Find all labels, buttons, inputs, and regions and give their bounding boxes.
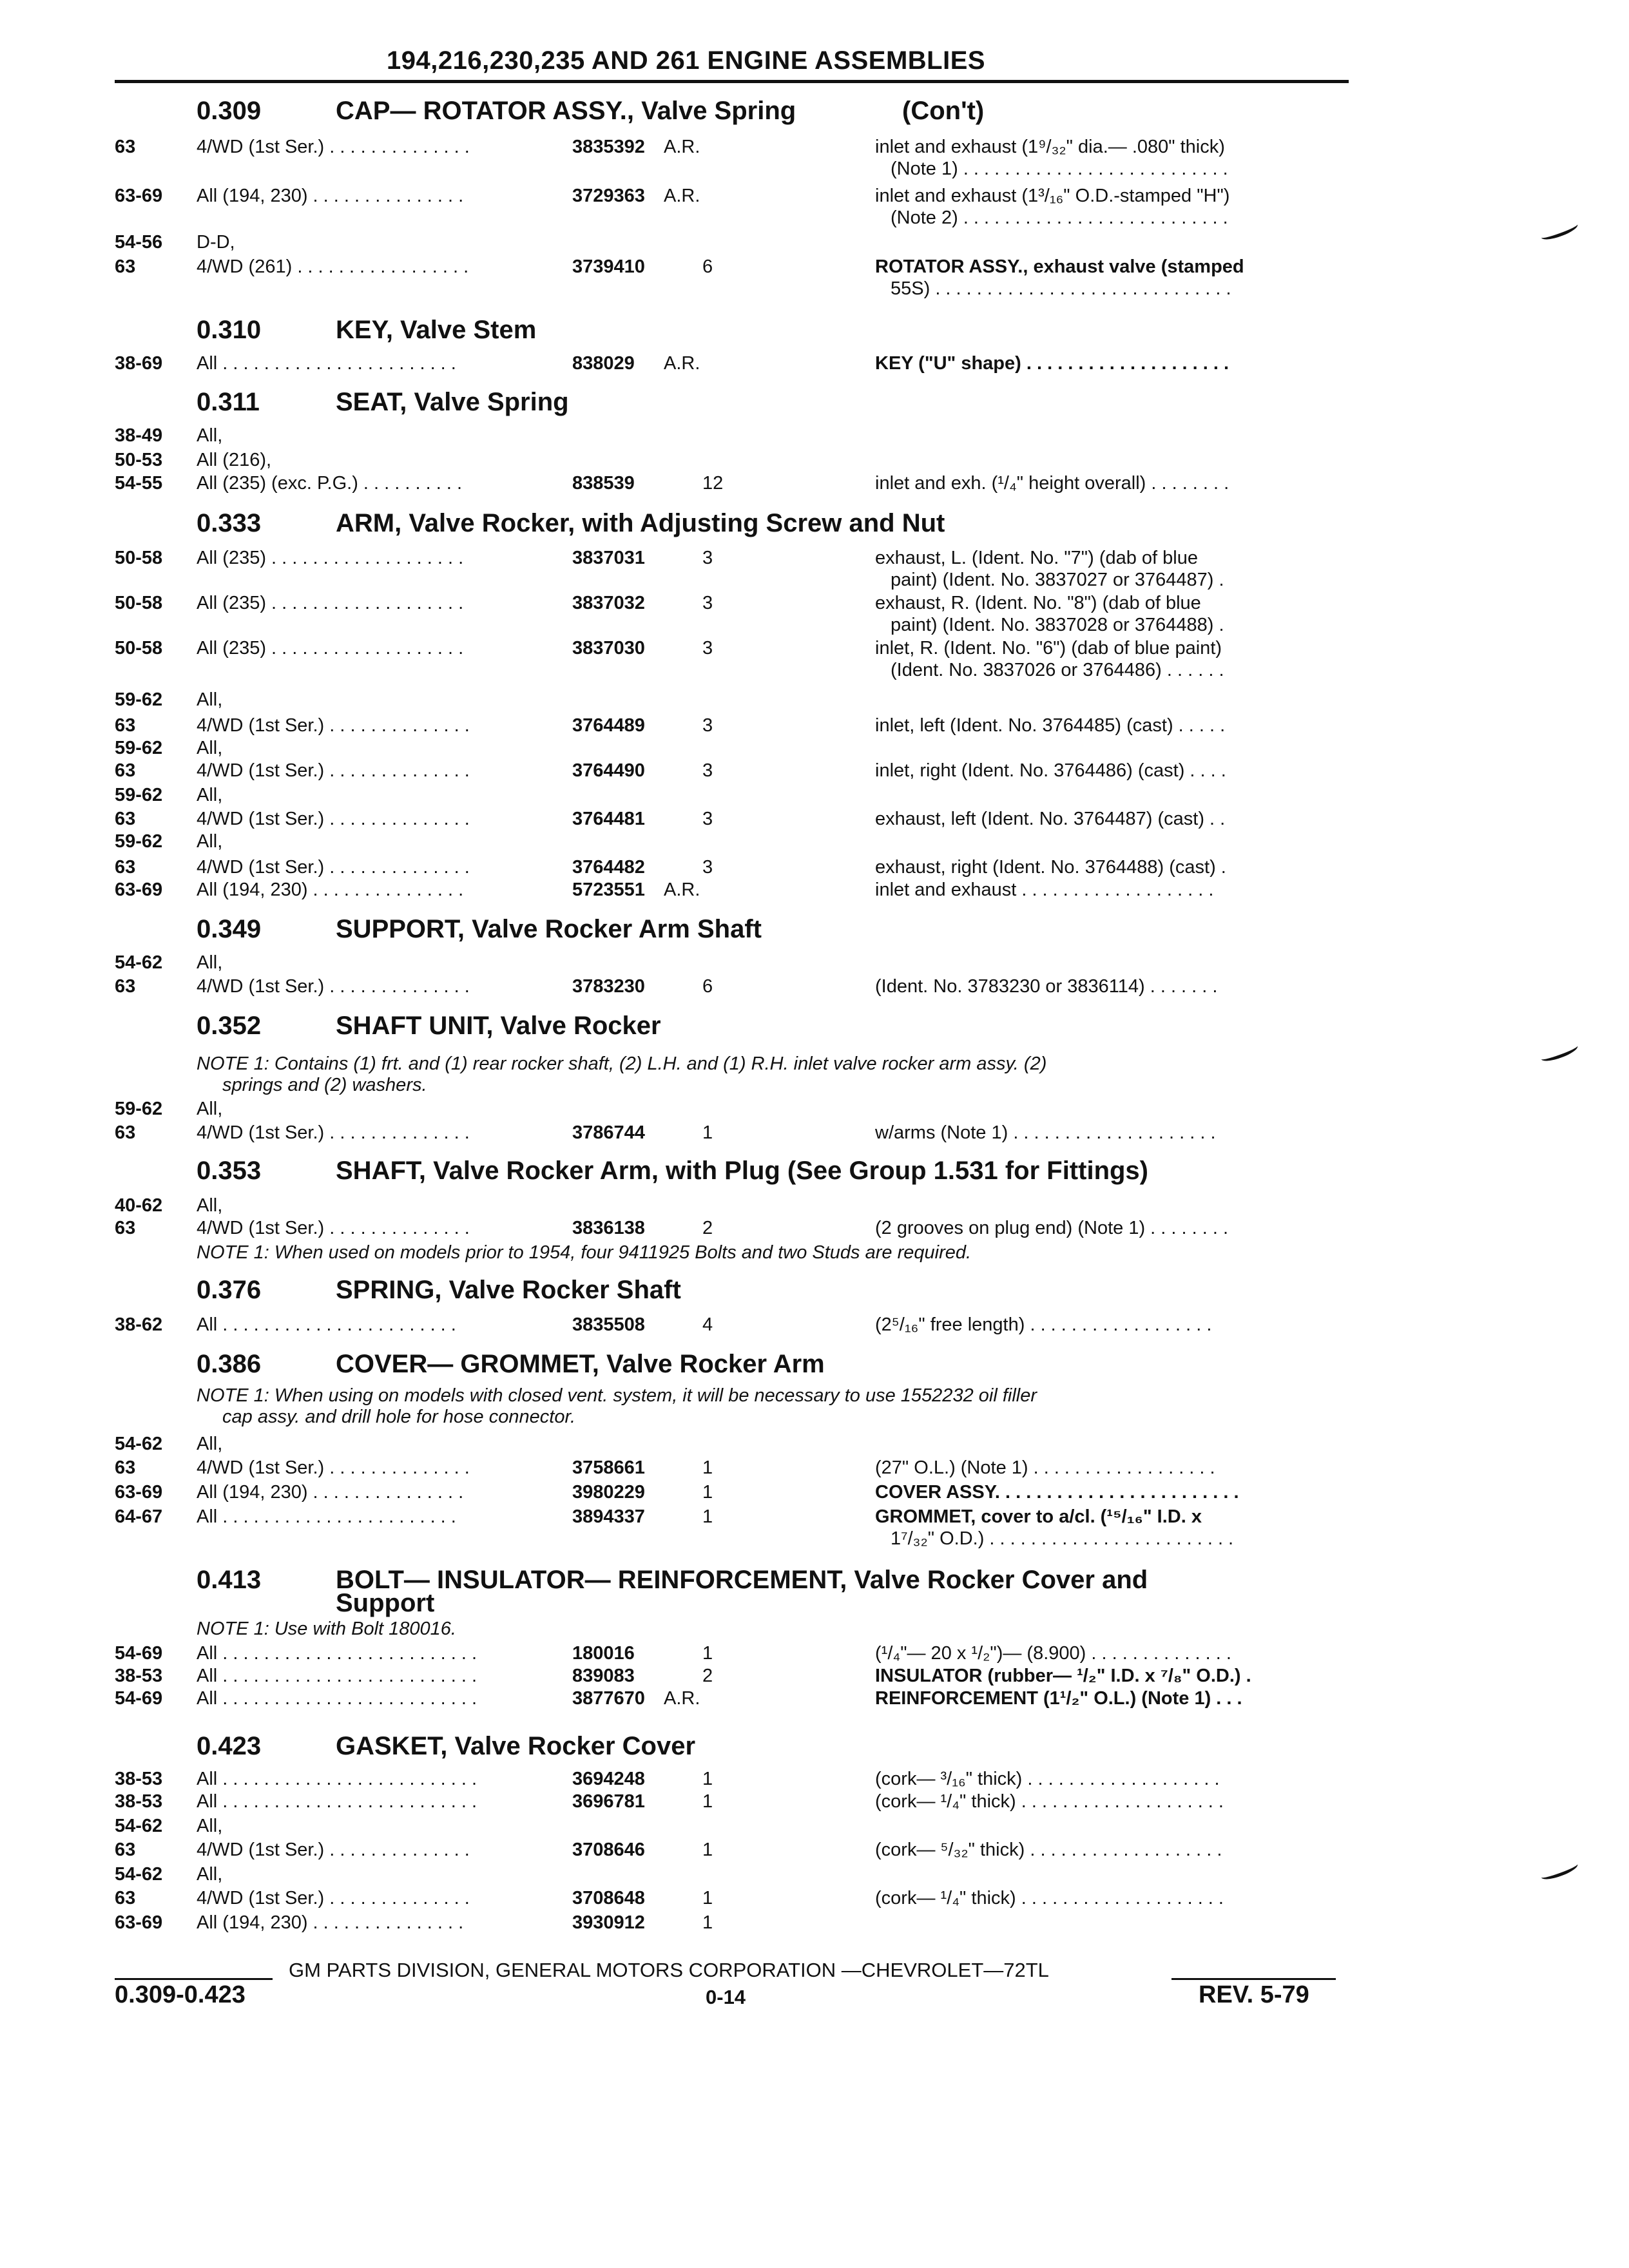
row-quantity: 1 [702,1912,713,1933]
row-description: (27" O.L.) (Note 1) . . . . . . . . . . . . . . . . . . [875,1457,1215,1478]
row-description: (cork— ¹/₄" thick) . . . . . . . . . . . . . . . . . . . . [875,1888,1224,1908]
row-part-number: 3930912 [572,1912,645,1933]
row-years: 54-69 [115,1643,163,1664]
footer-range: 0.309-0.423 [115,1981,246,2008]
row-model: All, [197,1195,223,1216]
row-description: inlet and exh. (¹/₄" height overall) . . . . . . . . [875,473,1229,494]
row-part-number: 3894337 [572,1506,645,1527]
footer-rule-left [115,1978,273,1980]
row-model: All, [197,1864,223,1885]
margin-mark [1539,1859,1579,1882]
row-years: 63 [115,809,136,829]
row-description: inlet, right (Ident. No. 3764486) (cast) . . . . [875,760,1226,781]
row-years: 59-62 [115,738,163,758]
row-model: All (235) . . . . . . . . . . . . . . . . . . . [197,638,464,658]
row-description: exhaust, left (Ident. No. 3764487) (cast) . . [875,809,1226,829]
row-years: 54-56 [115,232,163,253]
row-description: (cork— ¹/₄" thick) . . . . . . . . . . . . . . . . . . . . [875,1791,1224,1812]
note-line: NOTE 1: When used on models prior to 1954, four 9411925 Bolts and two Studs are required. [197,1242,972,1263]
row-description: INSULATOR (rubber— ¹/₂" I.D. x ⁷/₈" O.D.) . [875,1666,1251,1686]
row-description: KEY ("U" shape) . . . . . . . . . . . . . . . . . . . . [875,353,1229,374]
row-part-number: 839083 [572,1666,635,1686]
row-part-number: 3783230 [572,976,645,997]
row-years: 59-62 [115,689,163,710]
row-model: All, [197,689,223,710]
row-years: 54-62 [115,952,163,973]
row-part-number: 3708648 [572,1888,645,1908]
row-years: 63 [115,1218,136,1238]
row-quantity: 6 [702,976,713,997]
row-model: All, [197,785,223,805]
row-part-number: 3729363 [572,186,645,206]
row-model: D-D, [197,232,235,253]
row-part-number: 3764489 [572,715,645,736]
section-number: 0.333 [197,509,262,537]
row-part-number: 3739410 [572,256,645,277]
row-quantity: 3 [702,809,713,829]
row-years: 50-58 [115,638,163,658]
row-model: All . . . . . . . . . . . . . . . . . . . . . . . . . [197,1666,477,1686]
row-years: 63 [115,1840,136,1860]
row-years: 63 [115,1888,136,1908]
row-years: 59-62 [115,831,163,852]
row-years: 63 [115,1122,136,1143]
row-years: 54-62 [115,1434,163,1454]
row-model: All, [197,425,223,446]
section-number: 0.423 [197,1732,262,1760]
row-years: 38-53 [115,1666,163,1686]
row-model: All, [197,1099,223,1119]
row-quantity: 1 [702,1506,713,1527]
row-years: 63 [115,976,136,997]
row-years: 59-62 [115,785,163,805]
row-description: ROTATOR ASSY., exhaust valve (stamped [875,256,1244,277]
row-description: exhaust, R. (Ident. No. "8") (dab of blue [875,593,1201,613]
row-model: All (235) (exc. P.G.) . . . . . . . . . . [197,473,463,494]
row-part-number: 838029 [572,353,635,374]
row-part-number: 3694248 [572,1769,645,1789]
row-years: 63 [115,137,136,157]
row-description-cont: 55S) . . . . . . . . . . . . . . . . . . . . . . . . . . . . . [891,278,1231,299]
row-model: All, [197,831,223,852]
note-0353 [197,1242,971,1264]
row-years: 59-62 [115,1099,163,1119]
row-years: 63 [115,256,136,277]
section-title: BOLT— INSULATOR— REINFORCEMENT, Valve Rocker Cover and [336,1566,1148,1594]
row-quantity: 1 [702,1888,713,1908]
row-quantity: A.R. [664,186,700,206]
row-model: 4/WD (1st Ser.) . . . . . . . . . . . . . . [197,1218,470,1238]
row-quantity: 1 [702,1769,713,1789]
row-model: All (235) . . . . . . . . . . . . . . . . . . . [197,548,464,568]
row-quantity: 1 [702,1840,713,1860]
row-years: 38-69 [115,353,163,374]
row-years: 54-55 [115,473,163,494]
row-quantity: 4 [702,1314,713,1335]
row-quantity: 12 [702,473,724,494]
row-years: 63-69 [115,1482,163,1503]
row-description: (Ident. No. 3783230 or 3836114) . . . . . . . [875,976,1218,997]
section-number: 0.353 [197,1157,262,1185]
section-number: 0.309 [197,97,262,125]
row-years: 38-53 [115,1769,163,1789]
page-number: 0-14 [706,1986,746,2008]
note-line: cap assy. and drill hole for hose connector. [222,1407,576,1427]
row-model: All . . . . . . . . . . . . . . . . . . . . . . . . . [197,1791,477,1812]
row-model: 4/WD (1st Ser.) . . . . . . . . . . . . . . [197,857,470,878]
row-part-number: 838539 [572,473,635,494]
row-model: 4/WD (1st Ser.) . . . . . . . . . . . . . . [197,137,470,157]
row-model: All, [197,738,223,758]
section-title: SEAT, Valve Spring [336,388,569,416]
row-years: 63-69 [115,879,163,900]
row-years: 38-49 [115,425,163,446]
section-number: 0.352 [197,1012,262,1040]
section-number: 0.413 [197,1566,262,1594]
note-line: springs and (2) washers. [222,1075,427,1095]
row-quantity: 2 [702,1666,713,1686]
note-line: NOTE 1: Contains (1) frt. and (1) rear rocker shaft, (2) L.H. and (1) R.H. inlet valve rocker arm assy. (2) [197,1053,1047,1074]
row-quantity: 1 [702,1791,713,1812]
page-title: 194,216,230,235 AND 261 ENGINE ASSEMBLIES [387,46,986,75]
row-quantity: 1 [702,1643,713,1664]
section-title: ARM, Valve Rocker, with Adjusting Screw and Nut [336,509,945,537]
revision: REV. 5-79 [1199,1981,1309,2008]
row-part-number: 180016 [572,1643,635,1664]
row-years: 63 [115,1457,136,1478]
row-description: COVER ASSY. . . . . . . . . . . . . . . . . . . . . . . . [875,1482,1239,1503]
margin-mark [1539,1041,1579,1064]
row-model: All, [197,1434,223,1454]
row-part-number: 3980229 [572,1482,645,1503]
note-0386 [197,1385,1037,1428]
row-description: inlet, R. (Ident. No. "6") (dab of blue paint) [875,638,1222,658]
footer-rule-right [1171,1978,1336,1980]
row-description: w/arms (Note 1) . . . . . . . . . . . . . . . . . . . . [875,1122,1216,1143]
row-description: exhaust, right (Ident. No. 3764488) (cast) . [875,857,1226,878]
row-quantity: 3 [702,715,713,736]
section-title: SUPPORT, Valve Rocker Arm Shaft [336,915,762,943]
row-part-number: 3837032 [572,593,645,613]
row-model: All (235) . . . . . . . . . . . . . . . . . . . [197,593,464,613]
row-quantity: 6 [702,256,713,277]
row-quantity: 3 [702,548,713,568]
row-part-number: 3836138 [572,1218,645,1238]
row-quantity: A.R. [664,353,700,374]
row-model: 4/WD (1st Ser.) . . . . . . . . . . . . . . [197,1888,470,1908]
row-model: 4/WD (261) . . . . . . . . . . . . . . . . . [197,256,469,277]
row-description-cont: paint) (Ident. No. 3837028 or 3764488) . [891,615,1224,635]
row-years: 54-69 [115,1688,163,1709]
row-part-number: 5723551 [572,879,645,900]
section-number: 0.311 [197,388,260,416]
note-0413 [197,1619,456,1640]
row-part-number: 3835508 [572,1314,645,1335]
row-description: (¹/₄"— 20 x ¹/₂")— (8.900) . . . . . . . . . . . . . . [875,1643,1231,1664]
row-quantity: 3 [702,760,713,781]
row-years: 38-53 [115,1791,163,1812]
row-model: 4/WD (1st Ser.) . . . . . . . . . . . . . . [197,715,470,736]
section-number: 0.386 [197,1350,262,1378]
section-number: 0.376 [197,1276,262,1304]
row-years: 63 [115,715,136,736]
row-description-cont: (Note 1) . . . . . . . . . . . . . . . . . . . . . . . . . . [891,159,1228,179]
note-0352 [197,1053,1046,1096]
margin-mark [1539,219,1579,242]
row-model: All (194, 230) . . . . . . . . . . . . . . . [197,1482,464,1503]
row-description: inlet and exhaust (1⁹/₃₂" dia.— .080" thick) [875,137,1225,157]
row-description-cont: paint) (Ident. No. 3837027 or 3764487) . [891,570,1224,590]
row-model: All . . . . . . . . . . . . . . . . . . . . . . . [197,1314,456,1335]
row-description: REINFORCEMENT (1¹/₂" O.L.) (Note 1) . . . [875,1688,1242,1709]
row-years: 54-62 [115,1816,163,1836]
row-years: 38-62 [115,1314,163,1335]
row-model: 4/WD (1st Ser.) . . . . . . . . . . . . . . [197,1840,470,1860]
row-model: All (194, 230) . . . . . . . . . . . . . . . [197,1912,464,1933]
row-description-cont: (Note 2) . . . . . . . . . . . . . . . . . . . . . . . . . . [891,207,1228,228]
row-part-number: 3877670 [572,1688,645,1709]
row-quantity: 3 [702,638,713,658]
row-part-number: 3837030 [572,638,645,658]
section-number: 0.349 [197,915,262,943]
section-title: CAP— ROTATOR ASSY., Valve Spring [336,97,796,125]
header-rule [115,80,1349,83]
section-title-cont: Support [336,1589,435,1617]
row-description-cont: (Ident. No. 3837026 or 3764486) . . . . . . [891,660,1224,680]
row-years: 50-53 [115,450,163,470]
row-model: 4/WD (1st Ser.) . . . . . . . . . . . . . . [197,1122,470,1143]
row-years: 63 [115,760,136,781]
section-title: KEY, Valve Stem [336,316,537,344]
row-model: All (216), [197,450,272,470]
row-model: 4/WD (1st Ser.) . . . . . . . . . . . . . . [197,976,470,997]
row-model: All . . . . . . . . . . . . . . . . . . . . . . . . . [197,1643,477,1664]
row-description: inlet and exhaust (1³/₁₆" O.D.-stamped "H") [875,186,1230,206]
row-model: All . . . . . . . . . . . . . . . . . . . . . . . . . [197,1688,477,1709]
row-years: 63-69 [115,1912,163,1933]
section-number: 0.310 [197,316,262,344]
section-cont: (Con't) [902,97,985,125]
row-years: 40-62 [115,1195,163,1216]
row-model: All, [197,952,223,973]
row-years: 63 [115,857,136,878]
row-part-number: 3786744 [572,1122,645,1143]
row-quantity: A.R. [664,137,700,157]
row-description: (cork— ⁵/₃₂" thick) . . . . . . . . . . . . . . . . . . . [875,1840,1222,1860]
row-quantity: A.R. [664,1688,700,1709]
row-quantity: 1 [702,1482,713,1503]
row-part-number: 3764482 [572,857,645,878]
row-description-cont: 1⁷/₃₂" O.D.) . . . . . . . . . . . . . . . . . . . . . . . . [891,1528,1234,1549]
section-title: COVER— GROMMET, Valve Rocker Arm [336,1350,825,1378]
footer-publisher: GM PARTS DIVISION, GENERAL MOTORS CORPORATION —CHEVROLET—72TL [289,1959,1049,1981]
row-quantity: 3 [702,593,713,613]
row-description: (2⁵/₁₆" free length) . . . . . . . . . . . . . . . . . . [875,1314,1212,1335]
section-title: SHAFT, Valve Rocker Arm, with Plug (See Group 1.531 for Fittings) [336,1157,1148,1185]
row-description: GROMMET, cover to a/cl. (¹⁵/₁₆" I.D. x [875,1506,1202,1527]
row-model: All, [197,1816,223,1836]
row-years: 54-62 [115,1864,163,1885]
note-line: NOTE 1: Use with Bolt 180016. [197,1619,456,1639]
row-model: All . . . . . . . . . . . . . . . . . . . . . . . [197,353,456,374]
row-model: 4/WD (1st Ser.) . . . . . . . . . . . . . . [197,809,470,829]
row-quantity: 1 [702,1122,713,1143]
row-description: (2 grooves on plug end) (Note 1) . . . . . . . . [875,1218,1229,1238]
section-title: SPRING, Valve Rocker Shaft [336,1276,681,1304]
row-quantity: A.R. [664,879,700,900]
row-years: 50-58 [115,593,163,613]
row-model: All . . . . . . . . . . . . . . . . . . . . . . . . . [197,1769,477,1789]
row-part-number: 3696781 [572,1791,645,1812]
row-part-number: 3837031 [572,548,645,568]
row-model: All (194, 230) . . . . . . . . . . . . . . . [197,879,464,900]
section-title: GASKET, Valve Rocker Cover [336,1732,696,1760]
row-description: (cork— ³/₁₆" thick) . . . . . . . . . . . . . . . . . . . [875,1769,1220,1789]
row-part-number: 3764481 [572,809,645,829]
row-quantity: 2 [702,1218,713,1238]
row-model: All (194, 230) . . . . . . . . . . . . . . . [197,186,464,206]
row-part-number: 3835392 [572,137,645,157]
row-years: 63-69 [115,186,163,206]
note-line: NOTE 1: When using on models with closed vent. system, it will be necessary to use 1552232 oil filler [197,1385,1037,1406]
row-quantity: 1 [702,1457,713,1478]
section-title: SHAFT UNIT, Valve Rocker [336,1012,661,1040]
row-model: 4/WD (1st Ser.) . . . . . . . . . . . . . . [197,1457,470,1478]
row-model: All . . . . . . . . . . . . . . . . . . . . . . . [197,1506,456,1527]
row-part-number: 3764490 [572,760,645,781]
row-model: 4/WD (1st Ser.) . . . . . . . . . . . . . . [197,760,470,781]
row-description: inlet, left (Ident. No. 3764485) (cast) . . . . . [875,715,1226,736]
row-description: exhaust, L. (Ident. No. "7") (dab of blue [875,548,1198,568]
row-years: 64-67 [115,1506,163,1527]
row-years: 50-58 [115,548,163,568]
row-part-number: 3758661 [572,1457,645,1478]
row-quantity: 3 [702,857,713,878]
row-description: inlet and exhaust . . . . . . . . . . . . . . . . . . . [875,879,1214,900]
row-part-number: 3708646 [572,1840,645,1860]
